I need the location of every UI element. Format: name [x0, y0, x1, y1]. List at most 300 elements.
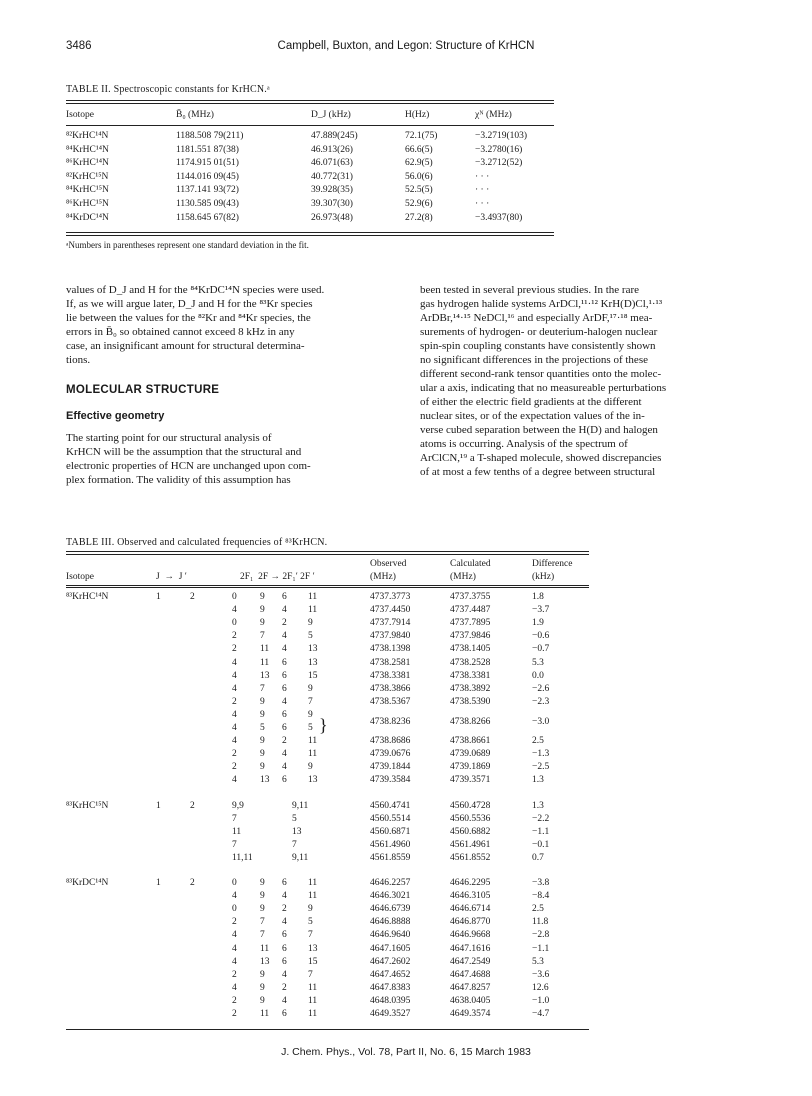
table3-cell-observed: 4648.0395 [370, 995, 411, 1006]
table3-row [66, 762, 589, 773]
table3-cell-two-f: 9 [260, 995, 265, 1006]
table3-cell-calculated: 4739.3571 [450, 775, 491, 786]
table3-cell-difference: −3.8 [532, 878, 550, 888]
table3-cell-f1: 4 [232, 670, 237, 681]
table3-cell-f1-prime: 6 [282, 878, 287, 888]
table3-cell-two-f: 9 [260, 969, 265, 980]
table3-row [66, 775, 589, 786]
table3-cell-f1: 2 [232, 631, 237, 642]
table3-cell-f1-prime: 6 [282, 943, 287, 954]
table3-cell-observed: 4737.3773 [370, 592, 411, 602]
table3-cell-two-f: 7 [260, 683, 265, 694]
table3-cell-f1-prime: 6 [282, 775, 287, 786]
table3-cell-calculated: 4738.3381 [450, 670, 491, 681]
table3-row [66, 917, 589, 928]
text-line: errors in B̄₀ so obtained cannot exceed 8 kHz in any [66, 326, 295, 338]
table2-row [66, 199, 554, 210]
table3-cell-two-f-prime: 11 [308, 592, 318, 602]
table3-cell-difference: 1.3 [532, 800, 544, 811]
text-line: lie between the values for the ⁸²Kr and ⁸⁴Kr species, the [66, 312, 311, 324]
table3-cell-two-f-prime: 11 [308, 891, 318, 902]
table3-cell-f1: 4 [232, 982, 237, 993]
table3-cell-difference: 0.0 [532, 670, 544, 681]
table3-cell-observed: 4738.3866 [370, 683, 411, 694]
table2-cell-h: 56.0(6) [405, 171, 433, 182]
text-line: no significant differences in the projections of these [420, 354, 648, 366]
text-line: gas hydrogen halide systems ArDCl,¹¹·¹² KrH(D)Cl,¹·¹³ [420, 298, 663, 310]
table3-cell-two-f-prime: 13 [308, 775, 318, 786]
table3-cell-f1: 2 [232, 762, 237, 773]
table3-cell-calculated: 4638.0405 [450, 995, 491, 1006]
table2-cell-isotope: ⁸⁶KrHC¹⁵N [66, 199, 109, 209]
table3-caption: TABLE III. Observed and calculated frequencies of ⁸³KrHCN. [66, 537, 328, 548]
table3-cell-difference: −0.1 [532, 839, 550, 850]
table2-cell-chi: · · · [475, 199, 490, 209]
table2-header-b0: B̄₀ (MHz) [176, 110, 214, 120]
table2-cell-chi: · · · [475, 171, 490, 182]
table3-cell-two-f: 7 [260, 930, 265, 941]
table2-cell-isotope: ⁸⁴KrHC¹⁴N [66, 144, 109, 155]
table3-row [66, 904, 589, 915]
text-line: surements of hydrogen- or deuterium-halogen nuclear [420, 326, 658, 338]
table3-cell-difference: −2.2 [532, 813, 550, 824]
table3-cell-observed: 4646.9640 [370, 930, 411, 941]
table2-cell-isotope: ⁸²KrHC¹⁴N [66, 131, 109, 141]
table3-cell-f1: 4 [232, 775, 237, 786]
table3-cell-two-f: 11 [260, 644, 270, 655]
table3-cell-two-f-prime: 11 [308, 1009, 318, 1019]
table3-cell-calculated: 4737.3755 [450, 592, 491, 602]
table2-cell-h: 66.6(5) [405, 144, 433, 155]
table3-cell-calculated: 4647.8257 [450, 982, 491, 993]
table3-cell-two-f-prime: 9 [308, 683, 313, 694]
table2-row [66, 172, 554, 183]
table3-cell-observed: 4647.8383 [370, 982, 411, 993]
page-header [66, 40, 746, 56]
table3-row [66, 671, 589, 682]
table3-cell-two-f-prime: 9 [308, 618, 313, 629]
table3-cell-isotope: ⁸³KrHC¹⁴N [66, 592, 109, 602]
table3-cell-difference: −2.8 [532, 930, 550, 941]
table3-cell-observed: 4560.6871 [370, 826, 411, 837]
table2-cell-dj: 47.889(245) [311, 131, 358, 141]
table3-row [66, 1009, 589, 1020]
table3-cell-observed: 4646.3021 [370, 891, 411, 902]
table3-row [66, 827, 589, 838]
table3-header-row-1 [66, 559, 589, 570]
table3-cell-calculated: 4646.8770 [450, 917, 491, 928]
table3-cell-observed: 4737.9840 [370, 631, 411, 642]
table3-bottom-rule [66, 1029, 589, 1030]
table3-cell-f1: 4 [232, 943, 237, 954]
table2-cell-dj: 46.913(26) [311, 144, 353, 155]
table3-header-isotope: Isotope [66, 572, 94, 582]
text-line: electronic properties of HCN are unchanged upon com- [66, 460, 311, 472]
table3-cell-j-prime: 2 [190, 878, 195, 888]
table3-cell-f1: 4 [232, 657, 237, 668]
table3-header-observed-unit: (MHz) [370, 572, 396, 582]
table3-cell-observed: 4646.6739 [370, 904, 411, 915]
table3-row [66, 957, 589, 968]
table2-cell-b0: 1158.645 67(82) [176, 212, 239, 223]
table3-cell-j-prime: 2 [190, 800, 195, 811]
table3-cell-two-f-prime: 11 [308, 605, 318, 616]
table3-cell-two-f-prime: 5 [308, 631, 313, 642]
table3-cell-calculated: 4737.9846 [450, 631, 491, 642]
table3-cell-difference: −3.0 [532, 717, 550, 727]
table2-cell-h: 52.5(5) [405, 185, 433, 196]
table3-cell-calculated: 4560.6882 [450, 826, 491, 837]
table3-cell-calculated: 4560.4728 [450, 800, 491, 811]
table2-cell-isotope: ⁸⁴KrDC¹⁴N [66, 212, 109, 223]
table3-header-f: 2F₁ 2F → 2F₁′ 2F ′ [240, 572, 315, 582]
table2-header-row [66, 110, 554, 121]
table2-top-rule [66, 100, 554, 104]
table3-cell-observed: 4646.2257 [370, 878, 411, 888]
table3-header-difference-unit: (kHz) [532, 572, 555, 582]
table3-cell-observed: 4738.1398 [370, 644, 411, 655]
table3-cell-isotope: ⁸³KrDC¹⁴N [66, 878, 109, 888]
table3-cell-f1: 2 [232, 644, 237, 655]
table3-row [66, 749, 589, 760]
table3-cell-two-f: 9 [260, 891, 265, 902]
table2-cell-b0: 1130.585 09(43) [176, 199, 239, 209]
table3-row [66, 697, 589, 708]
text-line: different second-rank tensor quantities onto the molec- [420, 368, 662, 380]
text-line: nuclear sites, or of the expectation values of the in- [420, 410, 645, 422]
table3-cell-two-f: 9 [260, 762, 265, 773]
table3-row [66, 658, 589, 669]
table3-cell-f1-prime: 4 [282, 696, 287, 707]
table2-row [66, 158, 554, 169]
text-line: atoms is occurring. Analysis of the spectrum of [420, 438, 628, 450]
table3-cell-f1: 4 [232, 683, 237, 694]
table2-cell-chi: −3.2780(16) [475, 144, 523, 155]
table3-cell-calculated: 4738.5390 [450, 696, 491, 707]
table3-cell-difference: 2.5 [532, 904, 544, 915]
table3-cell-two-f: 9 [260, 904, 265, 915]
table3-cell-calculated: 4646.3105 [450, 891, 491, 902]
table3-cell-difference: 1.8 [532, 592, 544, 602]
table3-cell-two-f: 9 [260, 878, 265, 888]
table2-cell-chi: −3.2719(103) [475, 131, 528, 141]
table2-row [66, 185, 554, 196]
table3-row [66, 592, 589, 603]
table2-cell-b0: 1144.016 09(45) [176, 171, 239, 182]
table3-cell-f1-prime: 6 [282, 683, 287, 694]
table3-cell-calculated: 4560.5536 [450, 813, 491, 824]
table3-cell-observed: 4649.3527 [370, 1009, 411, 1019]
table3-cell-difference: −2.6 [532, 683, 550, 694]
table3-cell-two-f: 11 [260, 657, 270, 668]
table3-cell-f1-prime: 6 [282, 670, 287, 681]
table3-header-calculated-unit: (MHz) [450, 572, 476, 582]
table3-cell-f1: 2 [232, 995, 237, 1006]
table3-cell-f1-prime: 4 [282, 995, 287, 1006]
table3-cell-two-f: 9 [260, 982, 265, 993]
page-number: 3486 [66, 40, 92, 52]
table3-brace: } [319, 715, 328, 735]
table3-cell-difference: 5.3 [532, 657, 544, 668]
table3-cell-calculated: 4647.1616 [450, 943, 491, 954]
table3-header-rule-bottom [66, 587, 589, 588]
table3-cell-f1: 7 [232, 813, 237, 824]
table3-cell-f1: 11,11 [232, 852, 253, 863]
table3-cell-two-f-prime: 11 [308, 995, 318, 1006]
table3-cell-two-f: 9 [260, 736, 265, 747]
table3-header-calculated: Calculated [450, 559, 491, 569]
table3-cell-f1-prime: 6 [282, 956, 287, 967]
table2-cell-isotope: ⁸²KrHC¹⁵N [66, 171, 109, 182]
table3-row [66, 891, 589, 902]
table3-header-j: J → J ′ [156, 572, 187, 582]
table3-cell-f1-prime: 6 [282, 930, 287, 941]
table3-cell-two-f: 9 [260, 592, 265, 602]
table3-cell-f1: 9,9 [232, 800, 244, 811]
table2-cell-chi: −3.2712(52) [475, 158, 523, 169]
table3-cell-two-f-prime: 7 [308, 930, 313, 941]
table3-cell-two-f-prime: 5 [308, 917, 313, 928]
table3-cell-two-f: 7 [260, 917, 265, 928]
text-line: case, an insignificant amount for structural determina- [66, 340, 305, 352]
table3-cell-f1-prime: 13 [292, 826, 302, 837]
table3-cell-isotope: ⁸³KrHC¹⁵N [66, 800, 109, 811]
table3-cell-f1-prime: 6 [282, 657, 287, 668]
text-line: been tested in several previous studies. In the rare [420, 284, 640, 296]
table3-cell-f1: 4 [232, 605, 237, 616]
table3-cell-calculated: 4737.4487 [450, 605, 491, 616]
table3-cell-observed: 4560.5514 [370, 813, 411, 824]
table3-cell-f1-prime: 6 [282, 709, 287, 720]
table3-cell-f1: 11 [232, 826, 242, 837]
table3-cell-difference: 12.6 [532, 982, 549, 993]
table3-cell-f1-prime: 2 [282, 904, 287, 915]
table3-cell-j-prime: 2 [190, 592, 195, 602]
table3-cell-observed: 4738.8686 [370, 736, 411, 747]
table2-cell-isotope: ⁸⁴KrHC¹⁵N [66, 185, 109, 196]
table2-bottom-rule [66, 232, 554, 236]
table3-cell-f1: 2 [232, 696, 237, 707]
table3-cell-two-f: 9 [260, 618, 265, 629]
table3-cell-f1: 4 [232, 956, 237, 967]
left-para-1 [66, 283, 370, 367]
table3-cell-observed: 4647.1605 [370, 943, 411, 954]
table3-cell-observed: 4560.4741 [370, 800, 411, 811]
table2-header-dj: D_J (kHz) [311, 110, 351, 120]
table3-cell-f1-prime: 4 [282, 762, 287, 773]
table3-row [66, 801, 589, 812]
table3-cell-two-f: 13 [260, 775, 270, 786]
table3-cell-difference: 2.5 [532, 736, 544, 747]
table3-row [66, 644, 589, 655]
table3-cell-difference: 1.3 [532, 775, 544, 786]
table3-header-rule-top [66, 585, 589, 586]
table2-row [66, 213, 554, 224]
table2-cell-dj: 26.973(48) [311, 212, 353, 223]
table3-cell-calculated: 4647.4688 [450, 969, 491, 980]
text-line: verse cubed separation between the H(D) and halogen [420, 424, 658, 436]
table3-row [66, 996, 589, 1007]
table3-row [66, 853, 589, 864]
table3-row [66, 970, 589, 981]
table2-cell-isotope: ⁸⁶KrHC¹⁴N [66, 158, 109, 169]
table3-cell-two-f-prime: 11 [308, 749, 318, 760]
table3-cell-f1-prime: 5 [292, 813, 297, 824]
table3-cell-f1-prime: 7 [292, 839, 297, 850]
table3-cell-f1-prime: 4 [282, 891, 287, 902]
table3-cell-two-f-prime: 7 [308, 969, 313, 980]
table2-cell-dj: 39.928(35) [311, 185, 353, 196]
table3-cell-difference: 11.8 [532, 917, 549, 928]
table3-cell-f1: 0 [232, 592, 237, 602]
table3-cell-difference: −1.0 [532, 995, 550, 1006]
table3-cell-f1-prime: 2 [282, 736, 287, 747]
table3-cell-f1-prime: 4 [282, 644, 287, 655]
table3-cell-observed: 4738.3381 [370, 670, 411, 681]
table3-cell-f1: 0 [232, 618, 237, 629]
table3-cell-difference: −1.1 [532, 943, 550, 954]
table3-cell-calculated: 4646.9668 [450, 930, 491, 941]
table2-cell-b0: 1181.551 87(38) [176, 144, 239, 155]
table3-cell-f1-prime: 4 [282, 969, 287, 980]
table3-cell-f1-prime: 4 [282, 605, 287, 616]
table3-cell-two-f-prime: 11 [308, 982, 318, 993]
table2-cell-h: 27.2(8) [405, 212, 433, 223]
table3-row [66, 944, 589, 955]
table3-cell-difference: 1.9 [532, 618, 544, 629]
table2-header-isotope: Isotope [66, 110, 94, 120]
table3-cell-f1: 0 [232, 878, 237, 888]
table3-cell-two-f: 7 [260, 631, 265, 642]
text-line: KrHCN will be the assumption that the structural and [66, 446, 302, 458]
table3-row [66, 840, 589, 851]
table3-cell-difference: −1.1 [532, 826, 550, 837]
table3-cell-calculated: 4737.7895 [450, 618, 491, 629]
table3-cell-f1-prime: 6 [282, 1009, 287, 1019]
table3-cell-observed: 4561.4960 [370, 839, 411, 850]
table3-row [66, 930, 589, 941]
table3-cell-calculated: 4739.1869 [450, 762, 491, 773]
table3-cell-two-f-prime: 9 [308, 904, 313, 915]
table3-cell-f1: 2 [232, 917, 237, 928]
text-line: The starting point for our structural analysis of [66, 432, 272, 444]
table2-cell-chi: · · · [475, 185, 490, 196]
table3-cell-difference: −2.5 [532, 762, 550, 773]
table3-header-row-2 [66, 572, 589, 583]
table3-cell-f1-prime: 4 [282, 749, 287, 760]
table3-cell-two-f-prime: 11 [308, 878, 318, 888]
table2-cell-b0: 1174.915 01(51) [176, 158, 239, 169]
text-line: tions. [66, 354, 91, 366]
text-line: ArClCN,¹⁹ a T-shaped molecule, showed discrepancies [420, 452, 662, 464]
right-column-paragraph [420, 283, 760, 479]
table3-cell-observed: 4561.8559 [370, 852, 411, 863]
text-line: of either the electric field gradients at the different [420, 396, 642, 408]
table2-cell-h: 52.9(6) [405, 199, 433, 209]
table3-cell-observed: 4737.7914 [370, 618, 411, 629]
table2-cell-dj: 39.307(30) [311, 199, 353, 209]
text-line: If, as we will argue later, D_J and H for the ⁸³Kr species [66, 298, 313, 310]
table2-footnote: ᵃNumbers in parentheses represent one standard deviation in the fit. [66, 240, 309, 250]
table3-cell-calculated: 4738.1405 [450, 644, 491, 655]
table2-row [66, 145, 554, 156]
table3-cell-two-f-prime: 9 [308, 709, 313, 720]
table3-cell-two-f: 11 [260, 1009, 270, 1019]
table3-cell-calculated: 4739.0689 [450, 749, 491, 760]
table3-cell-observed: 4739.1844 [370, 762, 411, 773]
subsection-heading: Effective geometry [66, 410, 165, 422]
page-footer: J. Chem. Phys., Vol. 78, Part II, No. 6, 15 March 1983 [281, 1046, 531, 1058]
table3-cell-two-f: 9 [260, 605, 265, 616]
table3-cell-difference: −8.4 [532, 891, 550, 902]
table3-cell-f1: 4 [232, 930, 237, 941]
table2-cell-chi: −3.4937(80) [475, 212, 523, 223]
text-line: values of D_J and H for the ⁸⁴KrDC¹⁴N species were used. [66, 284, 325, 296]
table3-cell-two-f-prime: 5 [308, 723, 313, 733]
table3-cell-difference: −2.3 [532, 696, 550, 707]
table3-cell-two-f-prime: 13 [308, 657, 318, 668]
table3-cell-two-f: 13 [260, 670, 270, 681]
table3-cell-calculated: 4561.4961 [450, 839, 491, 850]
table3-cell-two-f-prime: 9 [308, 762, 313, 773]
table3-cell-calculated: 4646.2295 [450, 878, 491, 888]
table2-cell-h: 62.9(5) [405, 158, 433, 169]
table3-cell-two-f: 11 [260, 943, 270, 954]
table3-cell-observed: 4647.2602 [370, 956, 411, 967]
table3-cell-f1-prime: 6 [282, 723, 287, 733]
table3-cell-difference: −3.7 [532, 605, 550, 616]
table3-cell-observed: 4647.4652 [370, 969, 411, 980]
table3-cell-calculated: 4561.8552 [450, 852, 491, 863]
table3-row [66, 878, 589, 889]
table3-cell-f1: 2 [232, 1009, 237, 1019]
text-line: ArDBr,¹⁴·¹⁵ NeDCl,¹⁶ and especially ArDF,¹⁷·¹⁸ mea- [420, 312, 653, 324]
table3-cell-f1: 4 [232, 723, 237, 733]
text-line: plex formation. The validity of this assumption has [66, 474, 291, 486]
table3-cell-observed: 4739.0676 [370, 749, 411, 760]
table3-row [66, 814, 589, 825]
table3-cell-two-f: 9 [260, 709, 265, 720]
table3-cell-observed: 4738.5367 [370, 696, 411, 707]
table3-cell-difference: 5.3 [532, 956, 544, 967]
table3-cell-calculated: 4647.2549 [450, 956, 491, 967]
table3-cell-difference: −0.6 [532, 631, 550, 642]
table3-cell-f1: 7 [232, 839, 237, 850]
table3-row [66, 983, 589, 994]
table3-top-rule [66, 551, 589, 555]
table3-cell-two-f: 9 [260, 696, 265, 707]
table2-row [66, 131, 554, 142]
section-heading: MOLECULAR STRUCTURE [66, 384, 220, 396]
table3-cell-f1-prime: 6 [282, 592, 287, 602]
table3-cell-f1-prime: 2 [282, 618, 287, 629]
table3-cell-observed: 4737.4450 [370, 605, 411, 616]
table3-cell-observed: 4739.3584 [370, 775, 411, 786]
text-line: ular a axis, indicating that no measureable perturbations [420, 382, 667, 394]
table2-cell-dj: 40.772(31) [311, 171, 353, 182]
table3-cell-calculated: 4738.8661 [450, 736, 491, 747]
table3-row [66, 605, 589, 616]
text-line: of at most a few tenths of a degree between structural [420, 466, 656, 478]
table3-cell-f1-prime: 4 [282, 917, 287, 928]
table2-header-rule [66, 125, 554, 126]
table3-cell-two-f: 9 [260, 749, 265, 760]
table3-cell-two-f-prime: 15 [308, 956, 318, 967]
table3-row [66, 736, 589, 747]
table3-cell-calculated: 4646.6714 [450, 904, 491, 915]
table3-row [66, 631, 589, 642]
table3-cell-difference: −1.3 [532, 749, 550, 760]
